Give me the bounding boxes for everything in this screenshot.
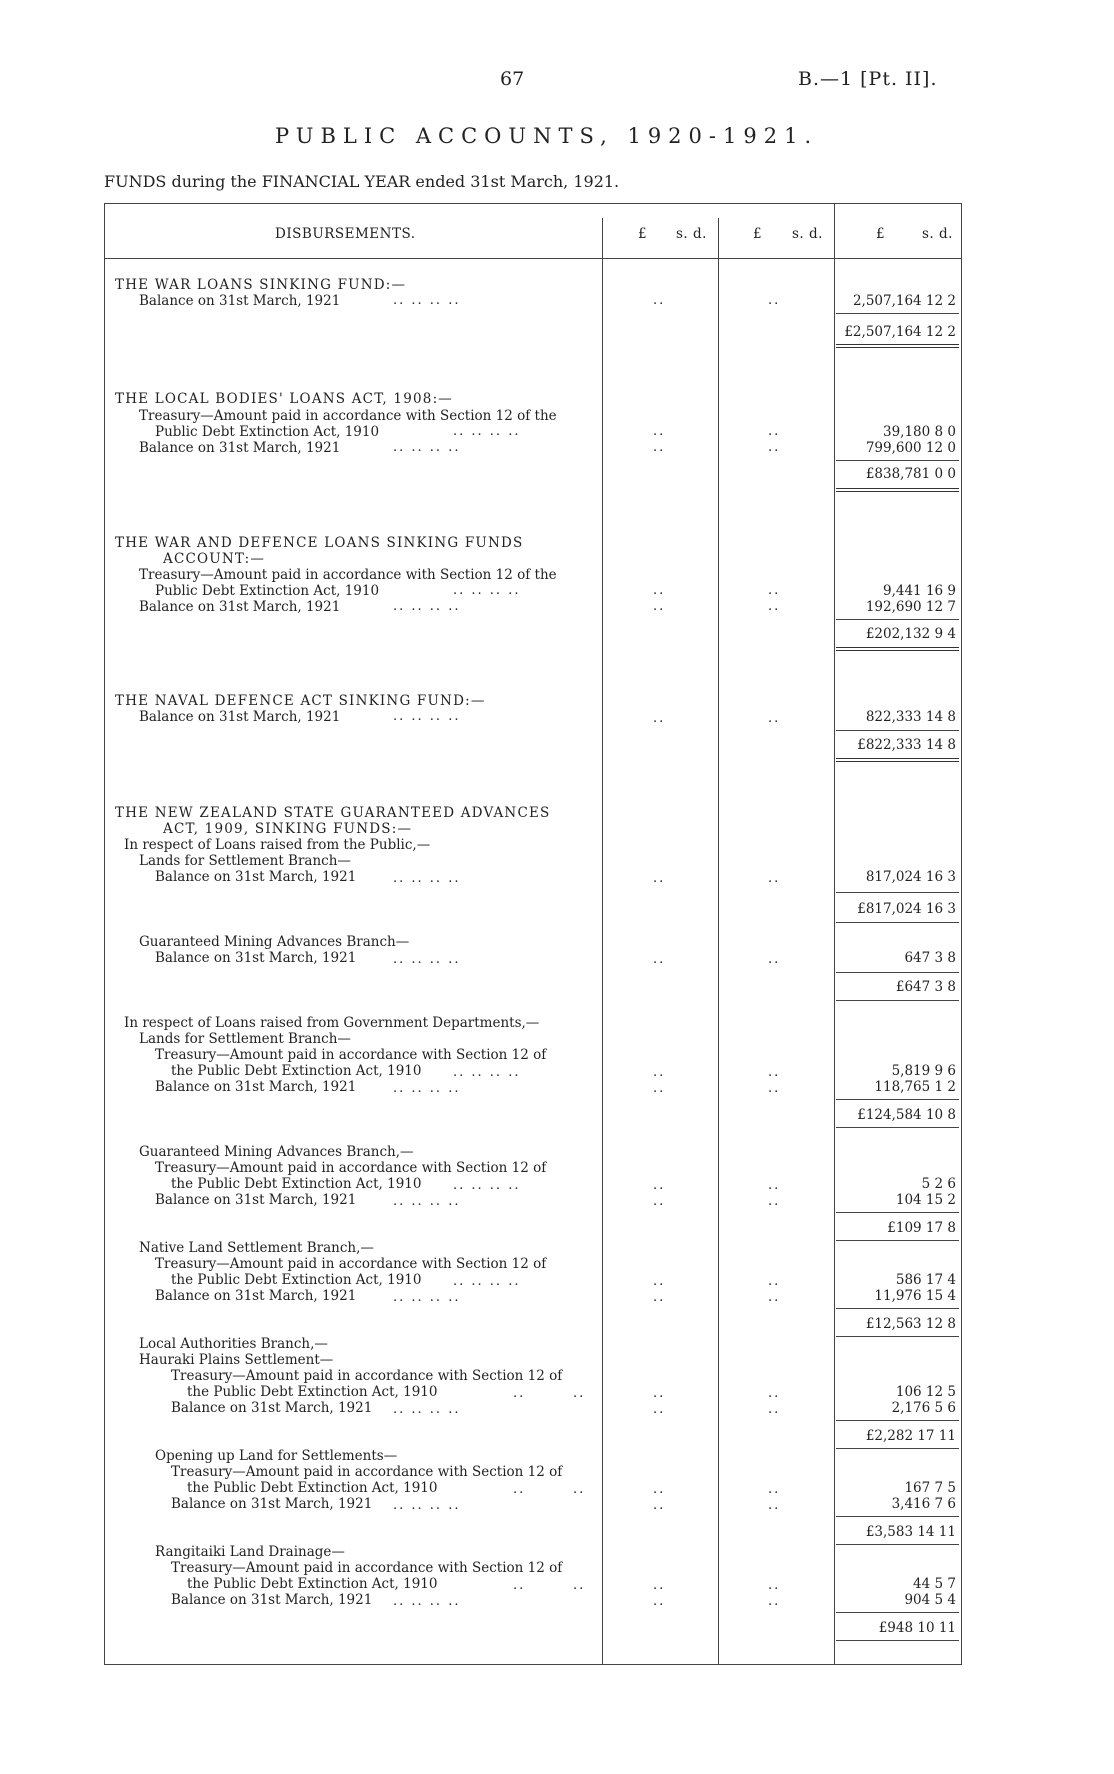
leader-dots: .. [768,599,781,614]
balance-amount: 647 3 8 [904,950,956,966]
balance-amount: 192,690 12 7 [865,599,956,615]
treasury-label: Treasury—Amount paid in accordance with Section 12 of [171,1368,563,1384]
balance-label: Balance on 31st March, 1921 [139,440,341,456]
leader-dots: .. [768,1081,781,1096]
treasury-amount: 44 5 7 [913,1576,956,1592]
leader-dots: .. .. .. .. [453,583,521,598]
leader-dots: .. [653,871,666,886]
total-double-rule [836,491,959,492]
leader-dots: .. .. .. .. [453,1274,521,1289]
leader-dots: .. [653,952,666,967]
total-rule [836,1448,959,1449]
leader-dots: .. [768,1594,781,1609]
leader-dots: .. [768,1178,781,1193]
branch-total: £124,584 10 8 [857,1107,956,1123]
leader-dots: .. [768,711,781,726]
leader-dots: .. [653,1065,666,1080]
column-header-sd: s. d. [922,226,953,242]
leader-dots: .. [653,1386,666,1401]
section-heading: THE NAVAL DEFENCE ACT SINKING FUND:— [115,693,486,709]
column-header-disbursements: DISBURSEMENTS. [275,226,416,242]
leader-dots: .. [768,1065,781,1080]
balance-amount: 104 15 2 [895,1192,956,1208]
total-rule [836,1516,959,1517]
treasury-label-cont: the Public Debt Extinction Act, 1910 [187,1384,438,1400]
page-title: PUBLIC ACCOUNTS, 1920-1921. [275,124,819,148]
leader-dots: .. [768,952,781,967]
leader-dots: .. [573,1578,586,1593]
total-rule [836,460,959,461]
treasury-label: Treasury—Amount paid in accordance with Section 12 of [171,1560,563,1576]
leader-dots: .. [573,1482,586,1497]
treasury-amount: 9,441 16 9 [883,583,956,599]
treasury-amount: 586 17 4 [895,1272,956,1288]
leader-dots: .. [768,1402,781,1417]
leader-dots: .. [768,424,781,439]
balance-label: Balance on 31st March, 1921 [139,599,341,615]
section-total: £822,333 14 8 [857,737,956,753]
balance-amount: 2,176 5 6 [891,1400,956,1416]
column-header-pound: £ [638,226,648,242]
leader-dots: .. .. .. .. [393,709,461,724]
balance-amount: 118,765 1 2 [874,1079,956,1095]
section-heading: THE WAR AND DEFENCE LOANS SINKING FUNDS [115,535,524,551]
treasury-label: Treasury—Amount paid in accordance with Section 12 of the [139,567,557,583]
total-double-rule [836,647,959,648]
total-rule [836,972,959,973]
document-reference: B.—1 [Pt. II]. [798,68,938,90]
treasury-label: Treasury—Amount paid in accordance with Section 12 of the [139,408,557,424]
treasury-label-cont: the Public Debt Extinction Act, 1910 [187,1480,438,1496]
treasury-label: Treasury—Amount paid in accordance with Section 12 of [155,1160,547,1176]
section-total: £202,132 9 4 [865,626,956,642]
leader-dots: .. [653,424,666,439]
total-rule [836,1240,959,1241]
leader-dots: .. [768,1274,781,1289]
total-rule [836,1099,959,1100]
column-divider [602,218,603,1664]
leader-dots: .. [653,1402,666,1417]
branch-label: Guaranteed Mining Advances Branch,— [139,1144,414,1160]
leader-dots: .. [653,599,666,614]
branch-label: Native Land Settlement Branch,— [139,1240,374,1256]
leader-dots: .. [653,293,666,308]
total-double-rule [836,347,959,348]
leader-dots: .. [768,1498,781,1513]
sub-branch-label: Hauraki Plains Settlement— [139,1352,334,1368]
loans-intro: In respect of Loans raised from the Public,— [124,837,431,853]
leader-dots: .. [513,1386,526,1401]
leader-dots: .. .. .. .. [393,293,461,308]
branch-total: £109 17 8 [887,1220,956,1236]
balance-label: Balance on 31st March, 1921 [171,1592,373,1608]
branch-total: £948 10 11 [878,1620,956,1636]
balance-amount: 904 5 4 [904,1592,956,1608]
treasury-label: Treasury—Amount paid in accordance with Section 12 of [155,1256,547,1272]
table-right-border [961,203,962,1664]
leader-dots: .. .. .. .. [393,1081,461,1096]
total-double-rule [836,761,959,762]
table-bottom-rule [104,1664,962,1665]
treasury-label-cont: the Public Debt Extinction Act, 1910 [187,1576,438,1592]
total-rule [836,1640,959,1641]
sub-branch-label: Opening up Land for Settlements— [155,1448,398,1464]
treasury-amount: 106 12 5 [895,1384,956,1400]
leader-dots: .. .. .. .. [393,1402,461,1417]
balance-amount: 2,507,164 12 2 [852,293,956,309]
total-rule [836,619,959,620]
total-rule [836,730,959,731]
section-heading: THE WAR LOANS SINKING FUND:— [115,277,407,293]
section-heading-cont: ACT, 1909, SINKING FUNDS:— [163,821,413,837]
treasury-amount: 5,819 9 6 [891,1063,956,1079]
treasury-label-cont: the Public Debt Extinction Act, 1910 [171,1063,422,1079]
balance-label: Balance on 31st March, 1921 [155,1079,357,1095]
page-subtitle: FUNDS during the FINANCIAL YEAR ended 31st March, 1921. [104,172,620,191]
leader-dots: .. .. .. .. [393,1498,461,1513]
leader-dots: .. .. .. .. [393,871,461,886]
total-rule [836,313,959,314]
column-header-pound: £ [753,226,763,242]
total-rule [836,1336,959,1337]
treasury-amount: 39,180 8 0 [883,424,956,440]
treasury-label-cont: the Public Debt Extinction Act, 1910 [171,1176,422,1192]
column-header-pound: £ [876,226,886,242]
sub-branch-label: Rangitaiki Land Drainage— [155,1544,345,1560]
treasury-amount: 167 7 5 [904,1480,956,1496]
total-rule [836,1308,959,1309]
branch-label: Local Authorities Branch,— [139,1336,328,1352]
leader-dots: .. .. .. .. [393,952,461,967]
leader-dots: .. [653,1194,666,1209]
branch-total: £2,282 17 11 [865,1428,956,1444]
branch-label: Lands for Settlement Branch— [139,1031,351,1047]
leader-dots: .. .. .. .. [453,424,521,439]
branch-total: £12,563 12 8 [865,1316,956,1332]
total-double-rule [836,758,959,759]
column-divider [718,218,719,1664]
page-number: 67 [500,68,525,90]
total-rule [836,922,959,923]
balance-label: Balance on 31st March, 1921 [171,1496,373,1512]
branch-label: Guaranteed Mining Advances Branch— [139,934,410,950]
branch-total: £3,583 14 11 [865,1524,956,1540]
leader-dots: .. [768,293,781,308]
balance-label: Balance on 31st March, 1921 [155,1288,357,1304]
leader-dots: .. [768,1482,781,1497]
leader-dots: .. [513,1482,526,1497]
total-rule [836,1000,959,1001]
leader-dots: .. [653,440,666,455]
total-rule [836,1544,959,1545]
column-header-sd: s. d. [792,226,823,242]
leader-dots: .. .. .. .. [393,440,461,455]
total-rule [836,1420,959,1421]
treasury-label: Treasury—Amount paid in accordance with Section 12 of [171,1464,563,1480]
leader-dots: .. .. .. .. [393,1290,461,1305]
balance-label: Balance on 31st March, 1921 [139,293,341,309]
leader-dots: .. [653,583,666,598]
leader-dots: .. [653,1081,666,1096]
balance-amount: 11,976 15 4 [874,1288,956,1304]
leader-dots: .. [768,440,781,455]
loans-intro: In respect of Loans raised from Government Departments,— [124,1015,540,1031]
section-heading-cont: ACCOUNT:— [163,551,266,567]
column-header-sd: s. d. [676,226,707,242]
branch-total: £817,024 16 3 [857,901,956,917]
branch-total: £647 3 8 [895,979,956,995]
leader-dots: .. [653,1274,666,1289]
leader-dots: .. .. .. .. [453,1178,521,1193]
treasury-label-cont: Public Debt Extinction Act, 1910 [155,583,380,599]
leader-dots: .. [653,711,666,726]
section-heading: THE LOCAL BODIES' LOANS ACT, 1908:— [115,391,454,407]
section-total: £838,781 0 0 [865,466,956,482]
balance-amount: 822,333 14 8 [865,709,956,725]
leader-dots: .. [768,1578,781,1593]
column-divider [834,203,835,1664]
treasury-label-cont: the Public Debt Extinction Act, 1910 [171,1272,422,1288]
leader-dots: .. .. .. .. [393,1194,461,1209]
leader-dots: .. [513,1578,526,1593]
balance-amount: 799,600 12 0 [865,440,956,456]
leader-dots: .. [768,871,781,886]
balance-label: Balance on 31st March, 1921 [171,1400,373,1416]
balance-label: Balance on 31st March, 1921 [139,709,341,725]
total-rule [836,1612,959,1613]
leader-dots: .. [653,1578,666,1593]
leader-dots: .. [573,1386,586,1401]
leader-dots: .. .. .. .. [393,599,461,614]
total-rule [836,892,959,893]
branch-label: Lands for Settlement Branch— [139,853,351,869]
table-left-border [104,203,105,1664]
section-heading: THE NEW ZEALAND STATE GUARANTEED ADVANCES [115,805,551,821]
leader-dots: .. [653,1290,666,1305]
leader-dots: .. .. .. .. [453,1065,521,1080]
leader-dots: .. [653,1482,666,1497]
total-double-rule [836,344,959,345]
leader-dots: .. [768,1290,781,1305]
total-double-rule [836,650,959,651]
treasury-label-cont: Public Debt Extinction Act, 1910 [155,424,380,440]
treasury-amount: 5 2 6 [921,1176,956,1192]
balance-label: Balance on 31st March, 1921 [155,869,357,885]
total-rule [836,1212,959,1213]
balance-label: Balance on 31st March, 1921 [155,950,357,966]
total-rule [836,1127,959,1128]
section-total: £2,507,164 12 2 [844,324,956,340]
balance-label: Balance on 31st March, 1921 [155,1192,357,1208]
leader-dots: .. [653,1594,666,1609]
leader-dots: .. .. .. .. [393,1594,461,1609]
treasury-label: Treasury—Amount paid in accordance with Section 12 of [155,1047,547,1063]
balance-amount: 3,416 7 6 [891,1496,956,1512]
balance-amount: 817,024 16 3 [865,869,956,885]
leader-dots: .. [653,1178,666,1193]
total-double-rule [836,488,959,489]
leader-dots: .. [768,1194,781,1209]
leader-dots: .. [768,1386,781,1401]
leader-dots: .. [653,1498,666,1513]
leader-dots: .. [768,583,781,598]
